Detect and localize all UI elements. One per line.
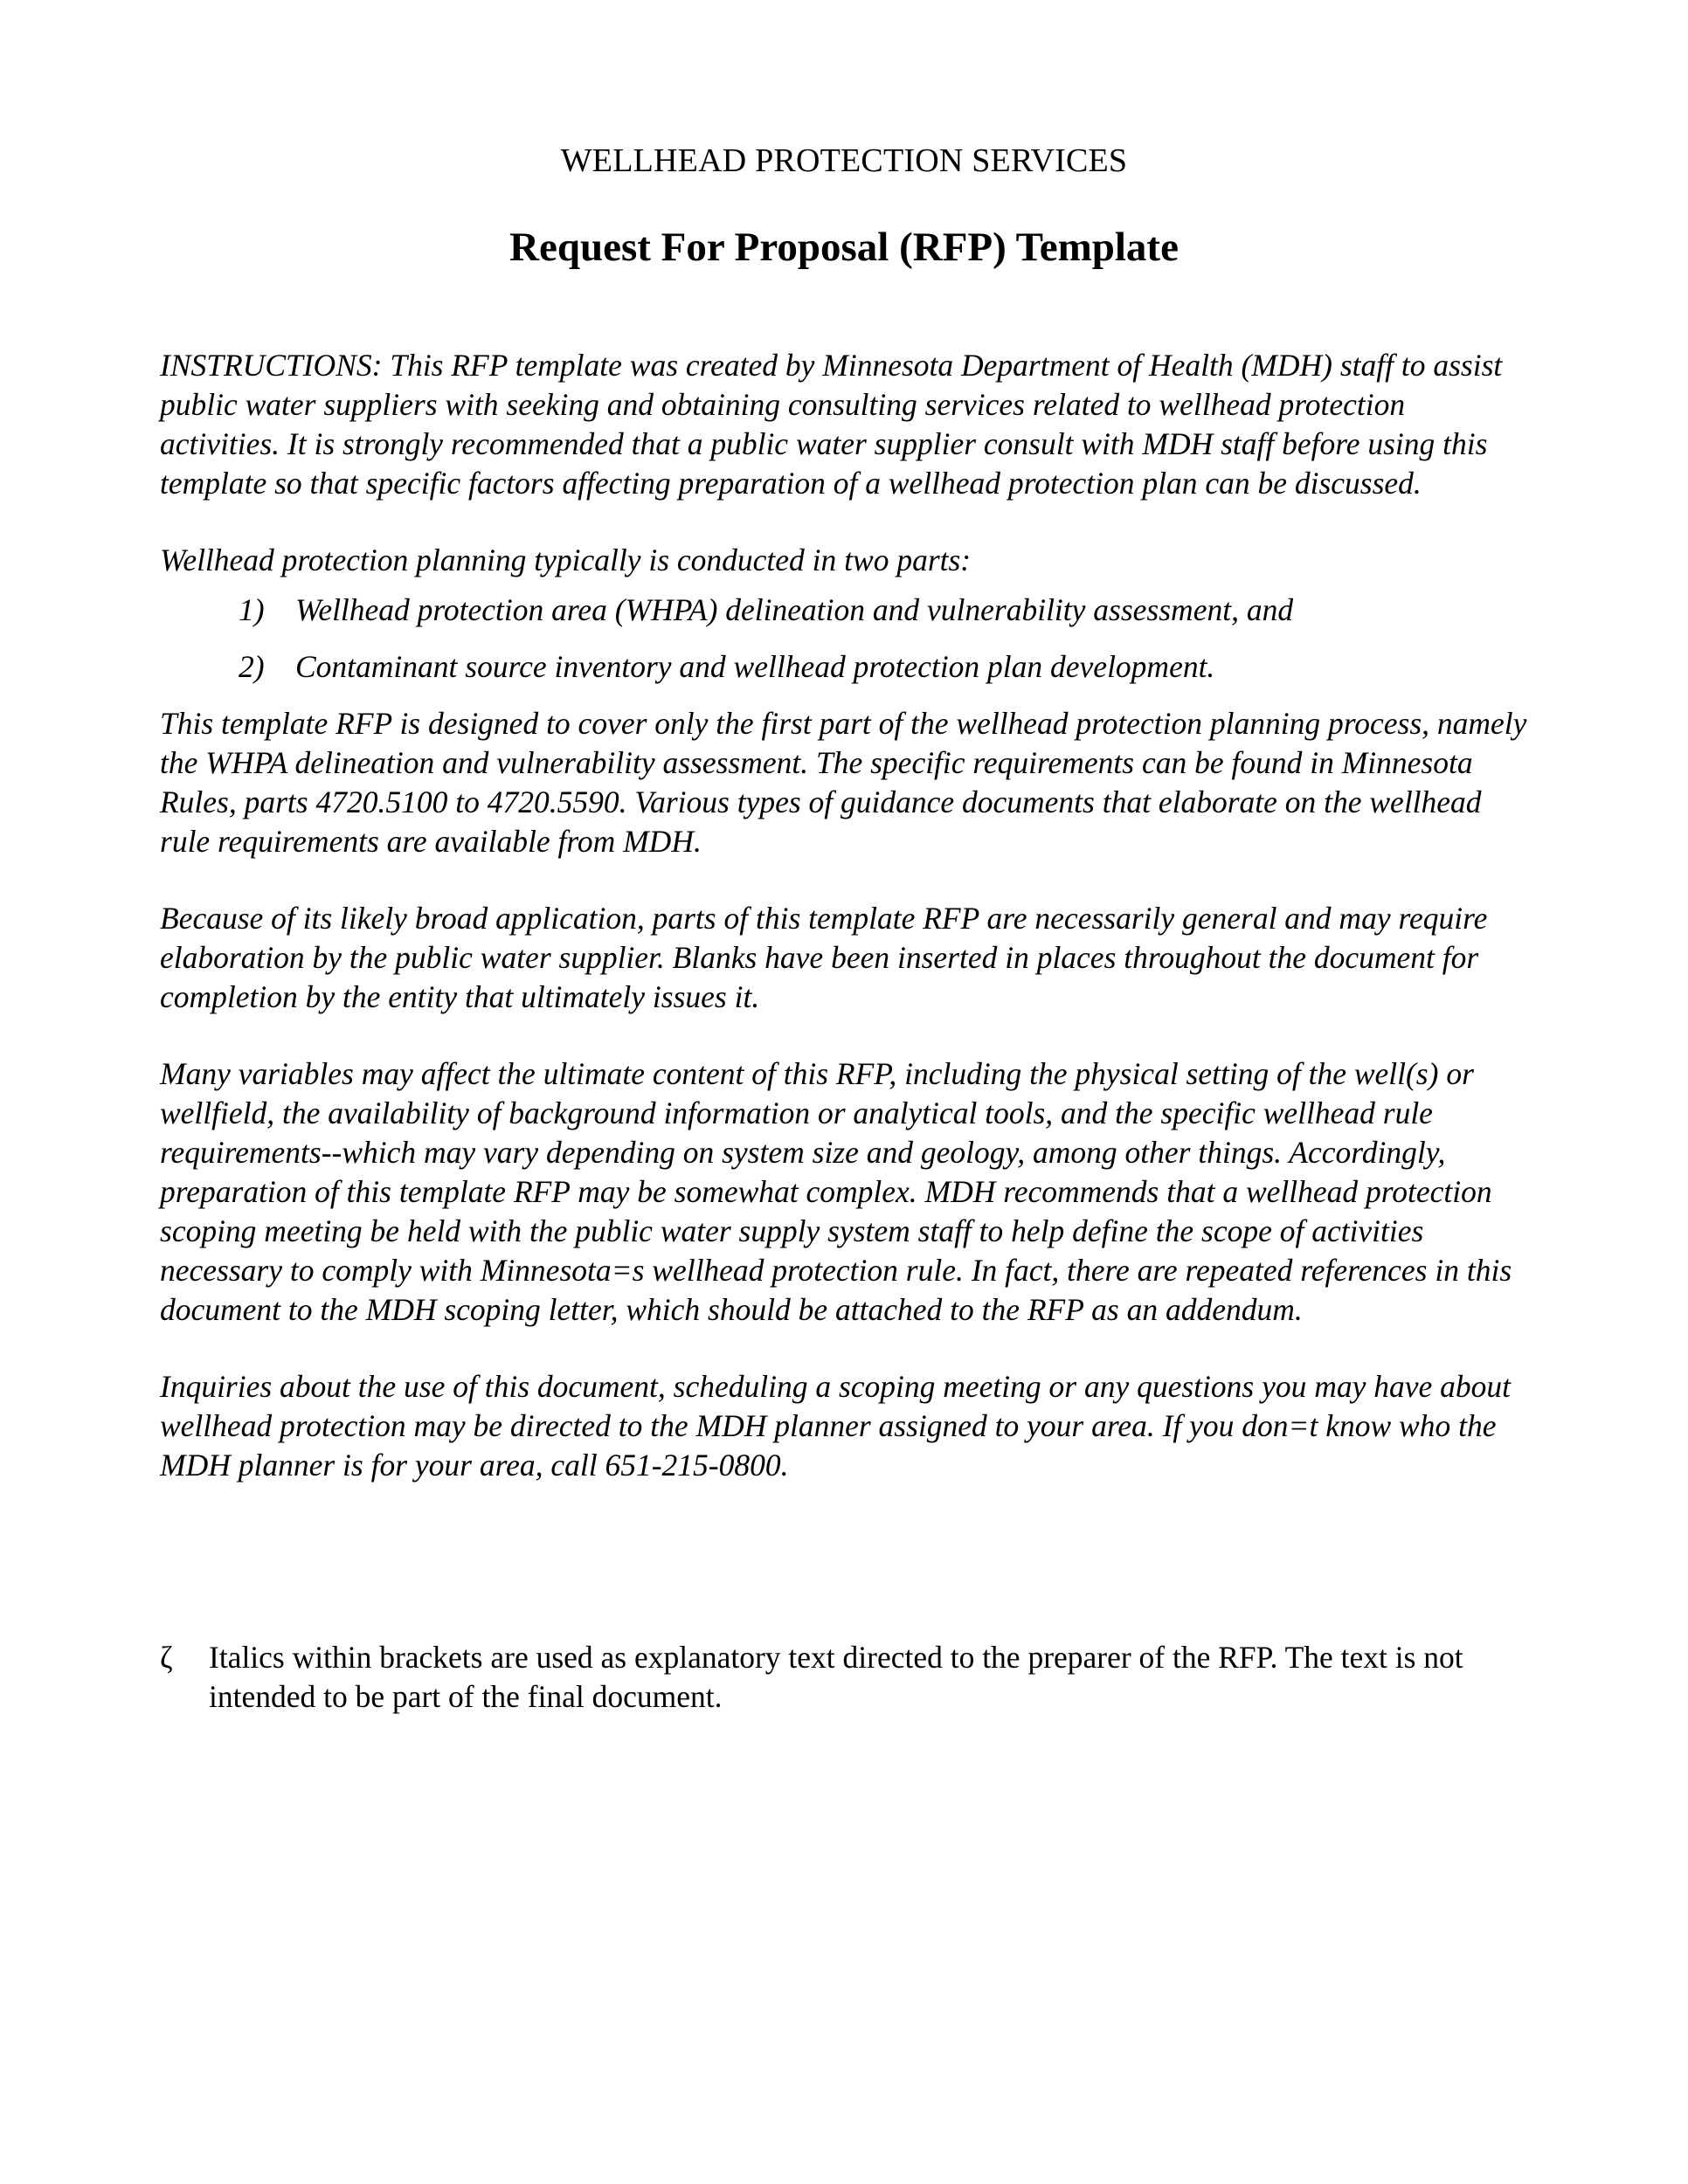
inquiries-paragraph: Inquiries about the use of this document, scheduling a scoping meeting or any questions you may have about wellhead protection may be directed to the MDH planner assigned to your area. If you don=t know who the MDH planner is for your area, call 651-215-0800. bbox=[160, 1369, 1511, 1482]
explanatory-note bbox=[160, 1638, 1527, 1717]
template-scope-paragraph: This template RFP is designed to cover only the first part of the wellhead protection planning process, namely the WHPA delineation and vulnerability assessment. The specific requirements can be found in Minnesota Rules, parts 4720.5100 to 4720.5590. Various types of guidance documents that elaborate on the wellhead rule requirements are available from MDH. bbox=[160, 706, 1527, 859]
planning-parts-list bbox=[160, 591, 1527, 687]
list-item bbox=[160, 647, 1527, 687]
list-item-number: 1) bbox=[239, 592, 265, 627]
note-text: Italics within brackets are used as explanatory text directed to the preparer of the RFP. The text is not intended to be part of the final document. bbox=[209, 1640, 1463, 1714]
list-item-text: Wellhead protection area (WHPA) delineation and vulnerability assessment, and bbox=[295, 592, 1294, 627]
planning-intro-paragraph: Wellhead protection planning typically is conducted in two parts: bbox=[160, 543, 972, 577]
document-header: WELLHEAD PROTECTION SERVICES bbox=[560, 142, 1128, 179]
document-title: Request For Proposal (RFP) Template bbox=[509, 225, 1179, 270]
list-item-text: Contaminant source inventory and wellhead protection plan development. bbox=[295, 649, 1215, 684]
instructions-paragraph: INSTRUCTIONS: This RFP template was created by Minnesota Department of Health (MDH) staff to assist public water suppliers with seeking and obtaining consulting services related to wellhead protection activities. It is strongly recommended that a public water supplier consult with MDH staff before using this template so that specific factors affecting preparation of a wellhead protection plan can be discussed. bbox=[160, 348, 1503, 501]
variables-paragraph: Many variables may affect the ultimate content of this RFP, including the physical setting of the well(s) or wellfield, the availability of background information or analytical tools, and the specific wellhead rule requirements--which may vary depending on system size and geology, among other things. Accordingly, preparation of this template RFP may be somewhat complex. MDH recommends that a wellhead protection scoping meeting be held with the public water supply system staff to help define the scope of activities necessary to comply with Minnesota=s wellhead protection rule. In fact, there are repeated references in this document to the MDH scoping letter, which should be attached to the RFP as an addendum. bbox=[160, 1056, 1512, 1327]
document-body bbox=[160, 346, 1527, 1485]
note-bullet-icon: ζ bbox=[160, 1640, 173, 1675]
list-item-number: 2) bbox=[239, 649, 265, 684]
broad-application-paragraph: Because of its likely broad application, parts of this template RFP are necessarily general and may require elaboration by the public water supplier. Blanks have been inserted in places throughout the document for completion by the entity that ultimately issues it. bbox=[160, 901, 1488, 1014]
list-item bbox=[160, 591, 1527, 630]
